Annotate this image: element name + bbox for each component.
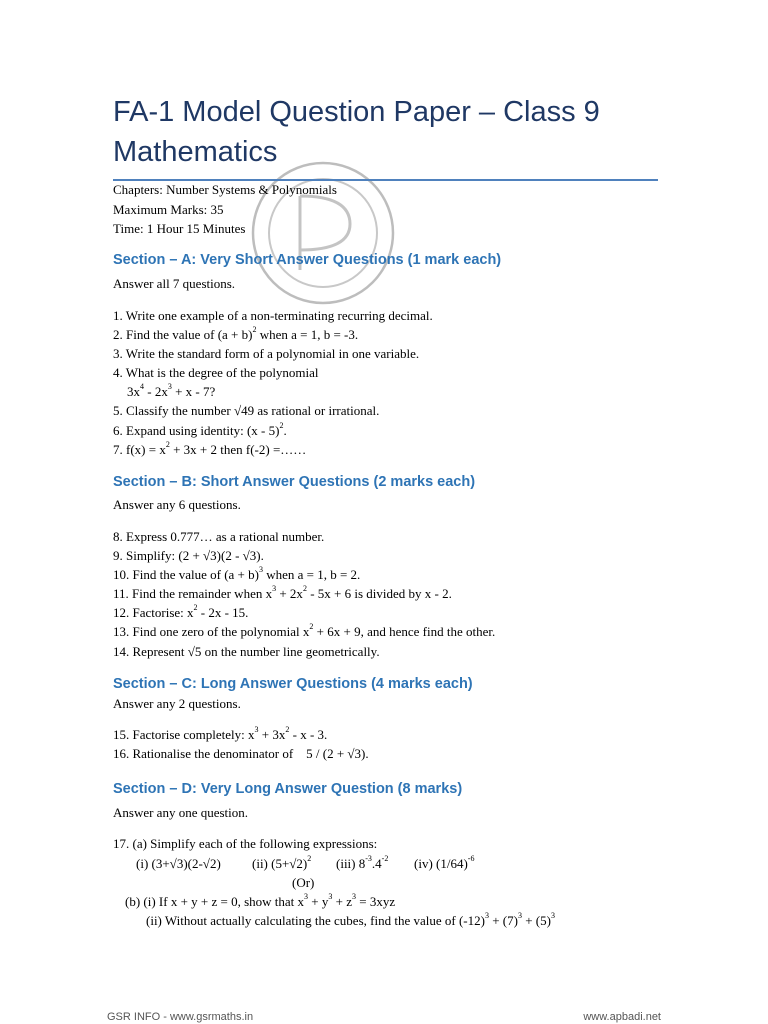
question-2: 2. Find the value of $(a + b)^2$ when a = 1, b = -3. xyxy=(113,325,359,342)
question-4: 4. What is the degree of the polynomial xyxy=(113,365,319,380)
question-12: 12. Factorise: $x^2 - 2x - 15$. xyxy=(113,603,249,620)
question-16: 16. Rationalise the denominator of 5 / (2 + √3). xyxy=(113,746,369,761)
or-separator: (Or) xyxy=(292,875,315,890)
question-10: 10. Find the value of $(a + b)^3$ when a = 1, b = 2. xyxy=(113,565,361,582)
question-8: 8. Express 0.777… as a rational number. xyxy=(113,529,325,544)
question-14: 14. Represent √5 on the number line geometrically. xyxy=(113,644,380,659)
section-d-instruction: Answer any one question. xyxy=(113,805,249,820)
section-b-instruction: Answer any 6 questions. xyxy=(113,497,241,512)
max-marks-text: Maximum Marks: 35 xyxy=(113,202,224,217)
question-15: 15. Factorise completely: $x^3 + 3x^2 - x - 3$. xyxy=(113,725,328,742)
question-17a: 17. (a) Simplify each of the following expressions: xyxy=(113,836,378,851)
question-1: 1. Write one example of a non-terminating recurring decimal. xyxy=(113,308,433,323)
chapters-text: Chapters: Number Systems & Polynomials xyxy=(113,182,337,197)
section-a-heading: Section – A: Very Short Answer Questions (1 mark each) xyxy=(113,252,502,268)
section-b-heading: Section – B: Short Answer Questions (2 marks each) xyxy=(113,474,476,490)
question-3: 3. Write the standard form of a polynomial in one variable. xyxy=(113,346,420,361)
question-11: 11. Find the remainder when $x^3 + 2x^2 - 5x + 6$ is divided by x - 2. xyxy=(113,584,452,601)
section-a-instruction: Answer all 7 questions. xyxy=(113,276,236,291)
question-6: 6. Expand using identity: (x - 5)$^2$. xyxy=(113,421,287,438)
title-divider xyxy=(113,179,658,181)
section-c-instruction: Answer any 2 questions. xyxy=(113,696,241,711)
question-17a-part-i: (i) (3+√3)(2-√2) xyxy=(136,856,221,871)
section-d-heading: Section – D: Very Long Answer Question (8 marks) xyxy=(113,781,463,797)
question-5: 5. Classify the number √49 as rational or irrational. xyxy=(113,403,380,418)
question-17a-part-iv: (iv) $(1/64)^{-6}$ xyxy=(414,854,475,871)
question-17b-part-ii: (ii) Without actually calculating the cubes, find the value of $(-12)^3 + (7)^3 + (5)^3$ xyxy=(146,911,555,928)
question-17b-part-i: (b) (i) If x + y + z = 0, show that $x^3 + y^3 + z^3 = 3xyz$ xyxy=(125,892,396,909)
question-17a-part-iii: (iii) $8^{-3}.4^{-2}$ xyxy=(336,854,389,871)
time-text: Time: 1 Hour 15 Minutes xyxy=(113,221,246,236)
footer-left-link[interactable]: GSR INFO - www.gsrmaths.in xyxy=(107,1011,254,1023)
page-title-line-2: Mathematics xyxy=(113,136,278,168)
section-c-heading: Section – C: Long Answer Questions (4 marks each) xyxy=(113,676,473,692)
question-17a-part-ii: (ii) $(5+√2)^2$ xyxy=(252,854,312,871)
question-4-expression: $3x^4 - 2x^3 + x - 7$? xyxy=(127,382,216,399)
footer-right-link[interactable]: www.apbadi.net xyxy=(583,1011,661,1023)
question-13: 13. Find one zero of the polynomial $x^2 + 6x + 9$, and hence find the other. xyxy=(113,622,496,639)
question-9: 9. Simplify: (2 + √3)(2 - √3). xyxy=(113,548,264,563)
question-7: 7. $f(x) = x^2 + 3x + 2$ then f(-2) =…… xyxy=(113,440,307,457)
page-title-line-1: FA-1 Model Question Paper – Class 9 xyxy=(113,96,600,128)
